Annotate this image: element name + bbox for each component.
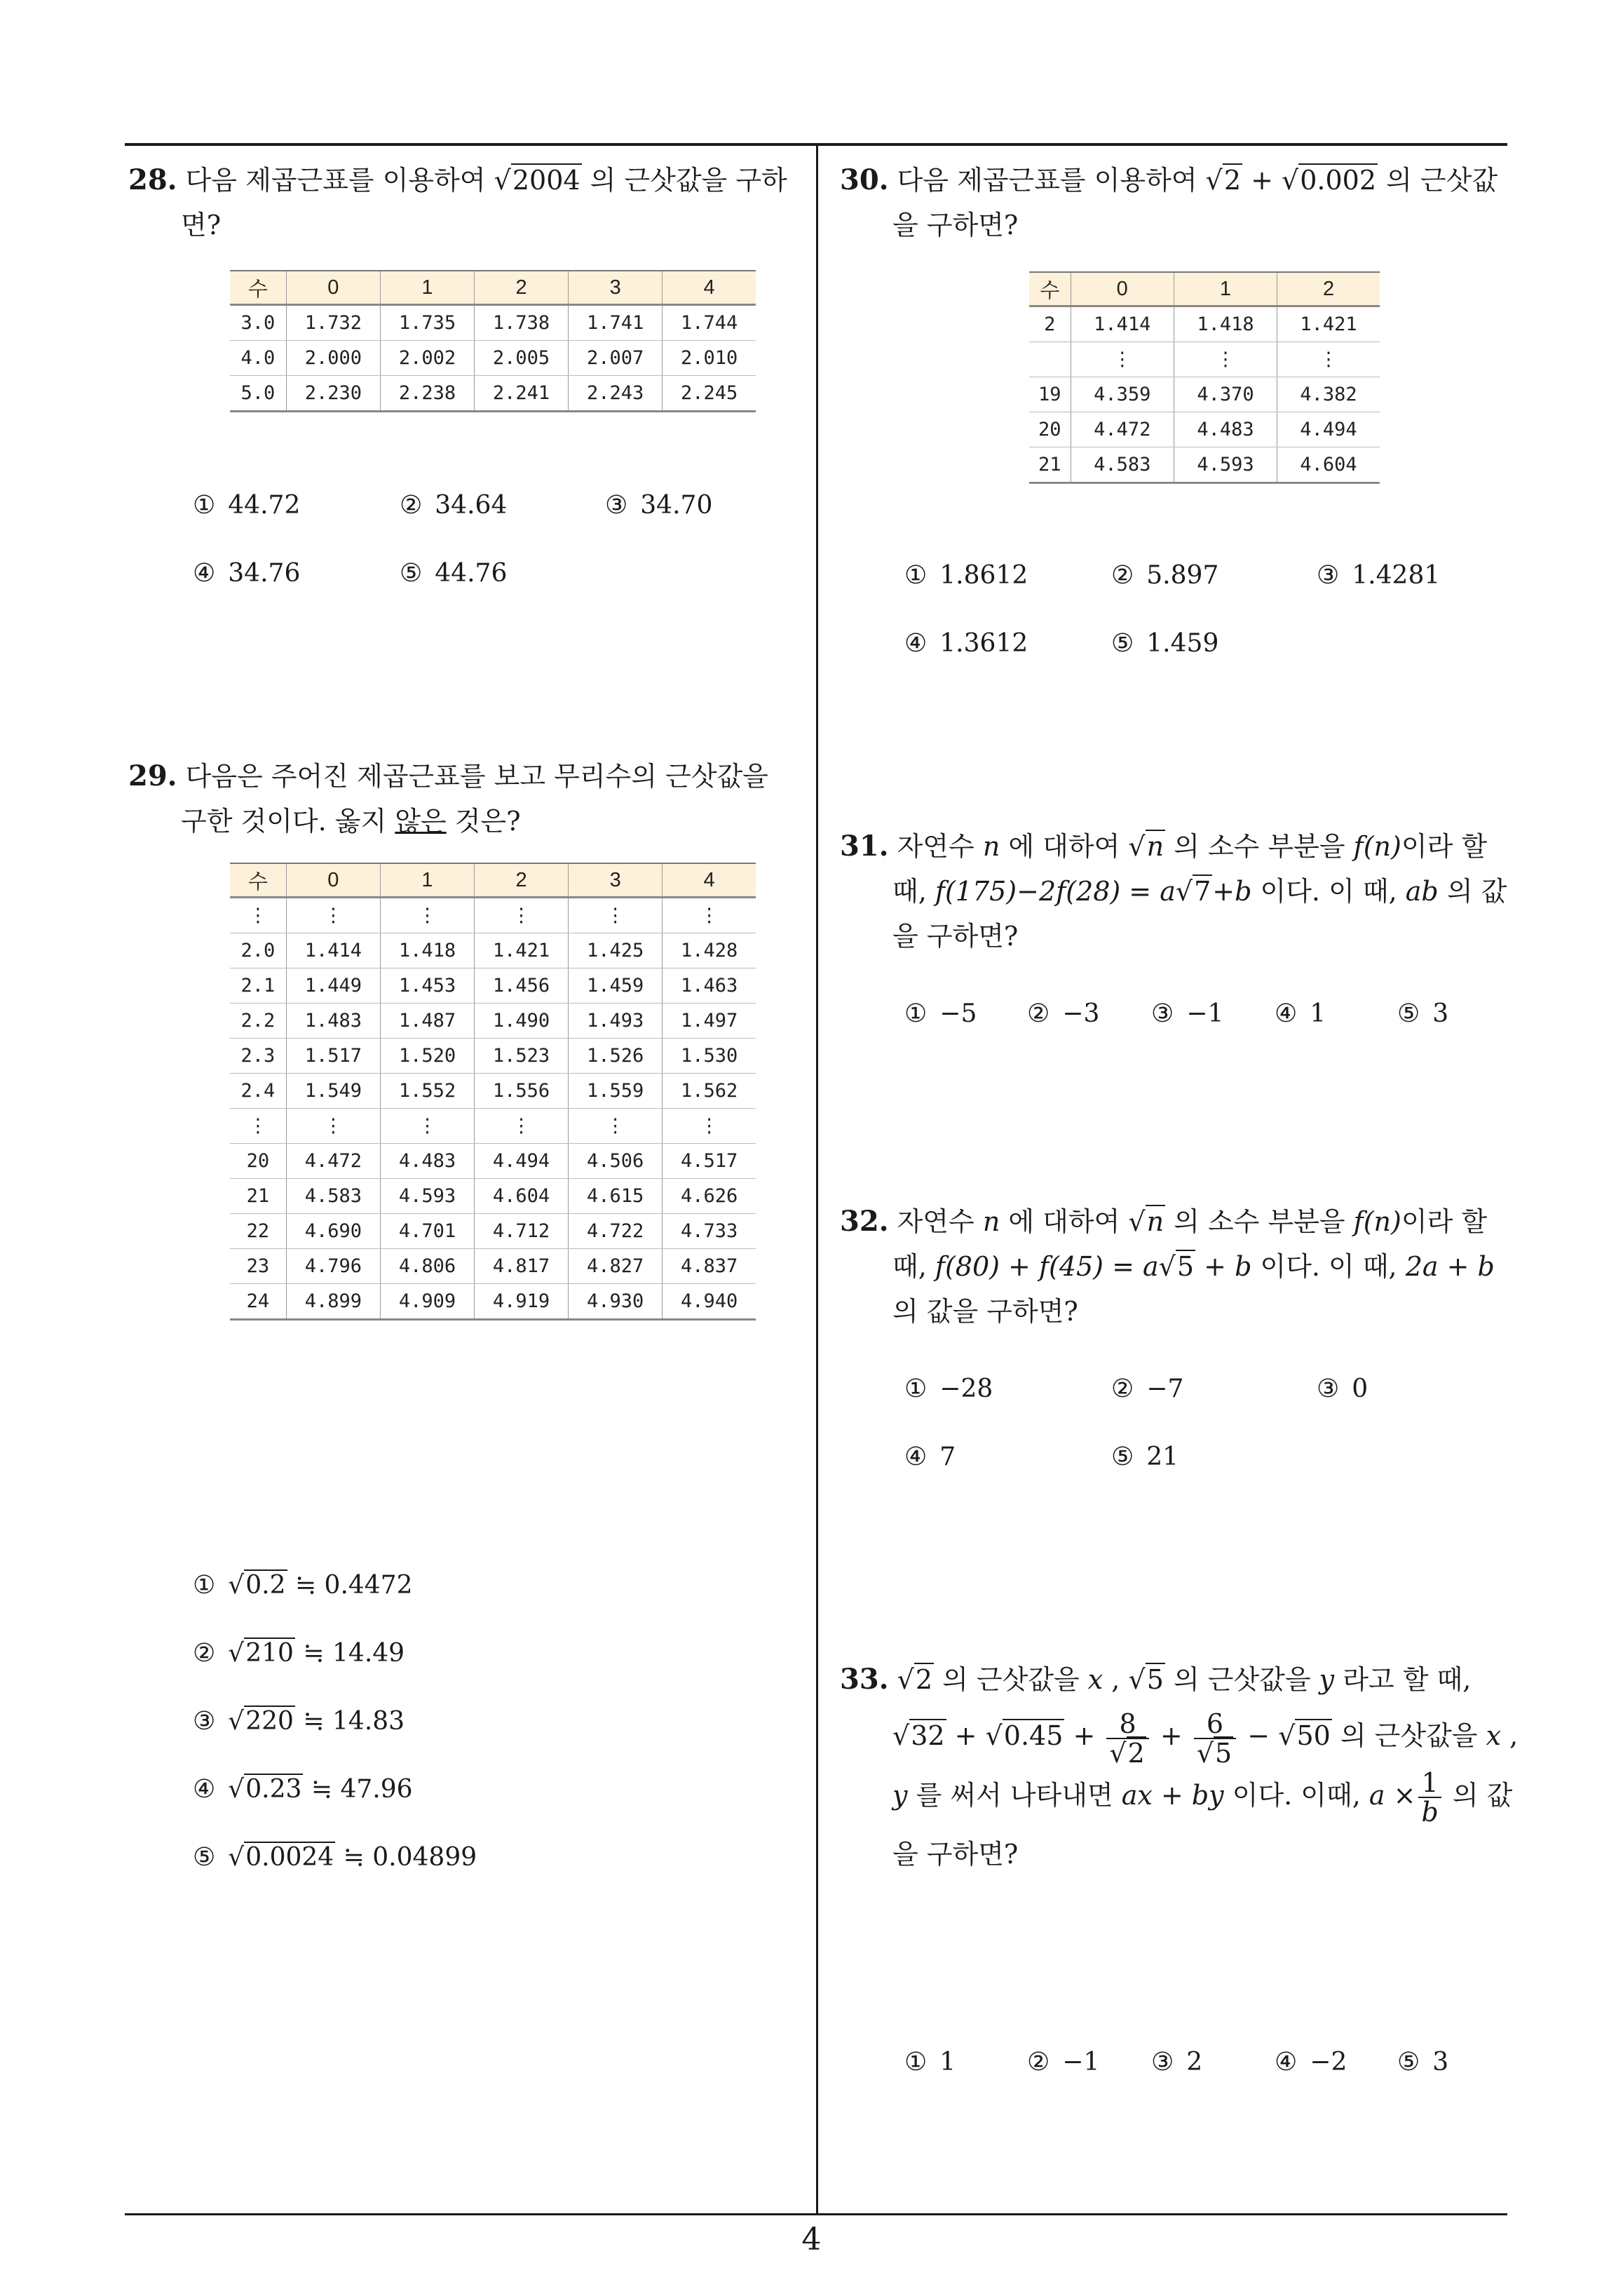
- choice-4[interactable]: ④ 1.3612: [904, 629, 1028, 658]
- question-30-text: 30. 다음 제곱근표를 이용하여 √2 + √0.002 의 근삿값을 구하면?: [840, 163, 1498, 241]
- choice-3[interactable]: ③ √220 ≒ 14.83: [193, 1707, 405, 1736]
- table-row: 2 1.414 1.418 1.421: [1029, 306, 1380, 342]
- table-row: 21 4.583 4.593 4.604 4.615 4.626: [230, 1179, 756, 1214]
- choice-3[interactable]: ③ 2: [1151, 2048, 1203, 2076]
- choice-2[interactable]: ② −7: [1111, 1375, 1184, 1403]
- question-number: 29.: [128, 759, 177, 792]
- square-root-table: [1029, 271, 1380, 484]
- table-row: 5.0 2.230 2.238 2.241 2.243 2.245: [230, 376, 756, 412]
- fraction: $\frac{1}{b}$: [1418, 1769, 1441, 1826]
- choice-5[interactable]: ⑤ 3: [1397, 999, 1449, 1028]
- choice-4[interactable]: ④ 34.76: [193, 559, 301, 588]
- choice-2[interactable]: ② −3: [1027, 999, 1100, 1028]
- choice-5[interactable]: ⑤ 1.459: [1111, 629, 1219, 658]
- table-row: 20 4.472 4.483 4.494: [1029, 412, 1380, 447]
- table-row: 2.4 1.549 1.552 1.556 1.559 1.562: [230, 1074, 756, 1109]
- table-row: 22 4.690 4.701 4.712 4.722 4.733: [230, 1214, 756, 1249]
- choice-1[interactable]: ① 44.72: [193, 491, 301, 520]
- choice-4[interactable]: ④ −2: [1275, 2048, 1347, 2076]
- question-29: [128, 754, 801, 1872]
- choice-3[interactable]: ③ 0: [1317, 1375, 1369, 1403]
- column-divider: [816, 143, 818, 2215]
- underlined-word: 않은: [395, 806, 447, 837]
- choice-1[interactable]: ① √0.2 ≒ 0.4472: [193, 1571, 413, 1600]
- table-row: ⋮ ⋮ ⋮: [1029, 342, 1380, 377]
- question-31-text: 31. 자연수 n 에 대하여 √n 의 소수 부분을 f(n)이라 할 때, f(175)−2f(28) = a√7+b 이다. 이 때, ab 의 값을 구하면?: [840, 830, 1507, 952]
- choice-1[interactable]: ① −28: [904, 1375, 993, 1403]
- square-root-table: [230, 270, 756, 412]
- question-number: 33.: [840, 1663, 889, 1696]
- table-row: 2.0 1.414 1.418 1.421 1.425 1.428: [230, 933, 756, 968]
- choice-3[interactable]: ③ −1: [1151, 999, 1224, 1028]
- choice-2[interactable]: ② −1: [1027, 2048, 1100, 2076]
- square-root-table: [230, 863, 756, 1321]
- question-32-text: 32. 자연수 n 에 대하여 √n 의 소수 부분을 f(n)이라 할 때, f(80) + f(45) = a√5 + b 이다. 이 때, 2a + b 의 값을 구하면?: [840, 1205, 1495, 1327]
- fraction: $\frac{6}{√5}$: [1194, 1710, 1236, 1767]
- question-28-text: 28. 다음 제곱근표를 이용하여 √2004 의 근삿값을 구하면?: [128, 163, 787, 241]
- table-header-row: 수 0 1 2 3 4: [230, 271, 756, 305]
- fraction: $\frac{8}{√2}$: [1106, 1710, 1148, 1767]
- choice-2[interactable]: ② 34.64: [400, 491, 508, 520]
- table-row: 23 4.796 4.806 4.817 4.827 4.837: [230, 1249, 756, 1284]
- table-row: 21 4.583 4.593 4.604: [1029, 447, 1380, 483]
- sqrt-expr: √2004: [494, 165, 580, 196]
- choice-3[interactable]: ③ 1.4281: [1317, 561, 1441, 590]
- question-number: 28.: [128, 163, 177, 196]
- choice-5[interactable]: ⑤ 44.76: [400, 559, 508, 588]
- choice-3[interactable]: ③ 34.70: [605, 491, 713, 520]
- question-33: [840, 1652, 1520, 2076]
- choice-2[interactable]: ② 5.897: [1111, 561, 1219, 590]
- choice-1[interactable]: ① 1.8612: [904, 561, 1028, 590]
- table-row: 2.2 1.483 1.487 1.490 1.493 1.497: [230, 1004, 756, 1039]
- choice-2[interactable]: ② √210 ≒ 14.49: [193, 1639, 405, 1668]
- choice-5[interactable]: ⑤ 21: [1111, 1443, 1179, 1471]
- choice-4[interactable]: ④ 7: [904, 1443, 956, 1471]
- table-row: 3.0 1.732 1.735 1.738 1.741 1.744: [230, 305, 756, 341]
- table-row: ⋮ ⋮ ⋮ ⋮ ⋮ ⋮: [230, 898, 756, 933]
- table-row: 24 4.899 4.909 4.919 4.930 4.940: [230, 1284, 756, 1320]
- choice-4[interactable]: ④ √0.23 ≒ 47.96: [193, 1775, 413, 1804]
- question-number: 30.: [840, 163, 889, 196]
- page-number: 4: [801, 2222, 822, 2257]
- table-header-row: 수 0 1 2: [1029, 272, 1380, 306]
- table-row: 2.1 1.449 1.453 1.456 1.459 1.463: [230, 968, 756, 1004]
- choice-1[interactable]: ① −5: [904, 999, 977, 1028]
- question-29-text: 29. 다음은 주어진 제곱근표를 보고 무리수의 근삿값을 구한 것이다. 옳지 않은 것은?: [128, 759, 768, 837]
- table-header-row: 수 0 1 2 3 4: [230, 863, 756, 898]
- question-31: [840, 824, 1520, 1028]
- choice-1[interactable]: ① 1: [904, 2048, 956, 2076]
- choice-5[interactable]: ⑤ 3: [1397, 2048, 1449, 2076]
- question-28: [128, 158, 801, 588]
- question-33-text: 33. √2 의 근삿값을 x , √5 의 근삿값을 y 라고 할 때, √32 + √0.45 + $\frac{8}{√2}$ + $\frac{6}{√5}$ − √50 의 근삿값을 x , y 를 써서 나타내면 ax + by 이다. 이때, a × $\frac{1}{b}$ 의 값을 구하면?: [840, 1663, 1519, 1870]
- question-number: 31.: [840, 830, 889, 863]
- question-number: 32.: [840, 1205, 889, 1238]
- table-row: 20 4.472 4.483 4.494 4.506 4.517: [230, 1144, 756, 1179]
- question-32: [840, 1199, 1520, 1471]
- question-30: [840, 158, 1520, 658]
- table-row: 2.3 1.517 1.520 1.523 1.526 1.530: [230, 1039, 756, 1074]
- choice-5[interactable]: ⑤ √0.0024 ≒ 0.04899: [193, 1843, 477, 1872]
- table-row: 4.0 2.000 2.002 2.005 2.007 2.010: [230, 341, 756, 376]
- table-row: ⋮ ⋮ ⋮ ⋮ ⋮ ⋮: [230, 1109, 756, 1144]
- choice-4[interactable]: ④ 1: [1275, 999, 1326, 1028]
- table-row: 19 4.359 4.370 4.382: [1029, 377, 1380, 412]
- bottom-rule: [125, 2213, 1507, 2215]
